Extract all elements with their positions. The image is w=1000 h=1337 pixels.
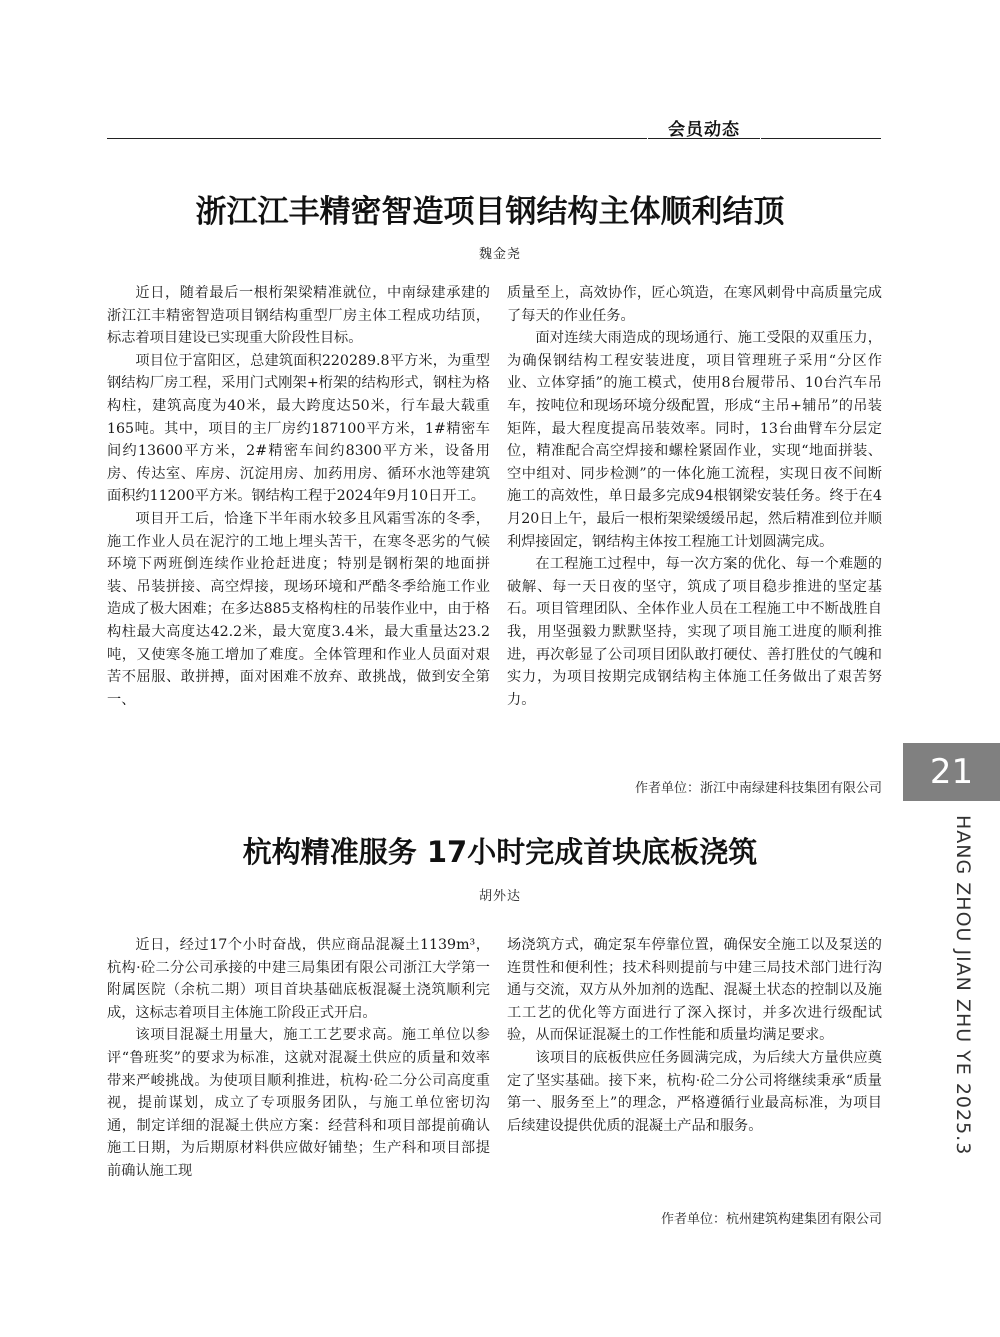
paragraph: 项目位于富阳区，总建筑面积220289.8平方米，为重型钢结构厂房工程，采用门式刚架+桁架的结构形式，钢柱为格构柱，建筑高度为40米，最大跨度达50米，行车最大载重165吨。其中，项目的主厂房约187100平方米，1#精密车间约13600平方米，2#精密车间约8300平方米，设备用房、传达室、库房、沉淀用房、加药用房、循环水池等建筑面积约11200平方米。钢结构工程于2024年9月10日开工。 bbox=[107, 352, 490, 505]
paragraph: 项目开工后，恰逢下半年雨水较多且风霜雪冻的冬季，施工作业人员在泥泞的工地上埋头苦干，在寒冬恶劣的气候环境下两班倒连续作业抢赶进度；特别是钢桁架的地面拼装、吊装拼接、高空焊接，现场环境和严酷冬季给施工作业造成了极大困难；在多达885支格构柱的吊装作业中，由于格构柱最大高度达42.2米，最大宽度3.4米，最大重量达23.2吨，又使寒冬施工增加了难度。全体管理和作业人员面对艰苦不屈服、敢拼搏，面对困难不放弃、敢挑战，做到安全第一、 bbox=[107, 510, 490, 708]
article1-affiliation: 作者单位：浙江中南绿建科技集团有限公司 bbox=[634, 781, 882, 796]
article2-author: 胡外达 bbox=[478, 889, 521, 904]
section-label-underline bbox=[648, 138, 760, 139]
page-number: 21 bbox=[929, 752, 974, 792]
article1-author: 魏金尧 bbox=[478, 247, 521, 262]
paragraph: 质量至上，高效协作，匠心筑造，在寒风刺骨中高质量完成了每天的作业任务。 bbox=[507, 285, 882, 324]
article1-column-right bbox=[507, 282, 882, 711]
article2-affiliation: 作者单位：杭州建筑构建集团有限公司 bbox=[660, 1212, 882, 1227]
article1-title: 浙江江丰精密智造项目钢结构主体顺利结顶 bbox=[195, 194, 785, 230]
article2-title: 杭构精准服务 17小时完成首块底板浇筑 bbox=[242, 835, 758, 869]
paragraph: 场浇筑方式，确定泵车停靠位置，确保安全施工以及泵送的连贯性和便利性；技术科则提前与中建三局技术部门进行沟通与交流，双方从外加剂的选配、混凝土状态的控制以及施工工艺的优化等方面进行了深入探讨，并多次进行级配试验，从而保证混凝土的工作性能和质量均满足要求。 bbox=[507, 937, 882, 1044]
header-rule-right bbox=[761, 138, 881, 139]
journal-vertical-label: HANG ZHOU JIAN ZHU YE 2025.3 bbox=[952, 815, 974, 1156]
paragraph: 面对连续大雨造成的现场通行、施工受限的双重压力，为确保钢结构工程安装进度，项目管理班子采用“分区作业、立体穿插”的施工模式，使用8台履带吊、10台汽车吊车，按吨位和现场环境分级配置，形成“主吊+辅吊”的吊装矩阵，最大程度提高吊装效率。同时，13台曲臂车分层定位，精准配合高空焊接和螺栓紧固作业，实现“地面拼装、空中组对、同步检测”的一体化施工流程，实现日夜不间断施工的高效性，单日最多完成94根钢梁安装任务。终于在4月20日上午，最后一根桁架梁缓缓吊起，然后精准到位并顺利焊接固定，钢结构主体按工程施工计划圆满完成。 bbox=[507, 330, 882, 550]
paragraph: 近日，经过17个小时奋战，供应商品混凝土1139m³，杭构·砼二分公司承接的中建三局集团有限公司浙江大学第一附属医院（余杭二期）项目首块基础底板混凝土浇筑顺利完成，这标志着项目主体施工阶段正式开启。 bbox=[107, 937, 490, 1021]
article2-column-left bbox=[107, 934, 490, 1183]
header-rule-left bbox=[107, 138, 647, 139]
paragraph: 近日，随着最后一根桁架梁精准就位，中南绿建承建的浙江江丰精密智造项目钢结构重型厂房主体工程成功结顶，标志着项目建设已实现重大阶段性目标。 bbox=[107, 285, 490, 347]
paragraph: 该项目的底板供应任务圆满完成，为后续大方量供应奠定了坚实基础。接下来，杭构·砼二分公司将继续秉承“质量第一、服务至上”的理念，严格遵循行业最高标准，为项目后续建设提供优质的混凝土产品和服务。 bbox=[507, 1049, 882, 1134]
paragraph: 在工程施工过程中，每一次方案的优化、每一个难题的破解、每一天日夜的坚守，筑成了项目稳步推进的坚定基石。项目管理团队、全体作业人员在工程施工中不断战胜自我，用坚强毅力默默坚持，实现了项目施工进度的顺利推进，再次彰显了公司项目团队敢打硬仗、善打胜仗的气魄和实力，为项目按期完成钢结构主体施工任务做出了艰苦努力。 bbox=[507, 556, 882, 708]
paragraph: 该项目混凝土用量大，施工工艺要求高。施工单位以参评“鲁班奖”的要求为标准，这就对混凝土供应的质量和效率带来严峻挑战。为使项目顺利推进，杭构·砼二分公司高度重视，提前谋划，成立了专项服务团队，与施工单位密切沟通，制定详细的混凝土供应方案：经营科和项目部提前确认施工日期，为后期原材料供应做好铺垫；生产科和项目部提前确认施工现 bbox=[107, 1027, 490, 1179]
article2-column-right bbox=[507, 934, 882, 1137]
section-label: 会员动态 bbox=[668, 120, 740, 140]
page-number-box bbox=[903, 743, 1000, 801]
article1-column-left bbox=[107, 282, 490, 711]
